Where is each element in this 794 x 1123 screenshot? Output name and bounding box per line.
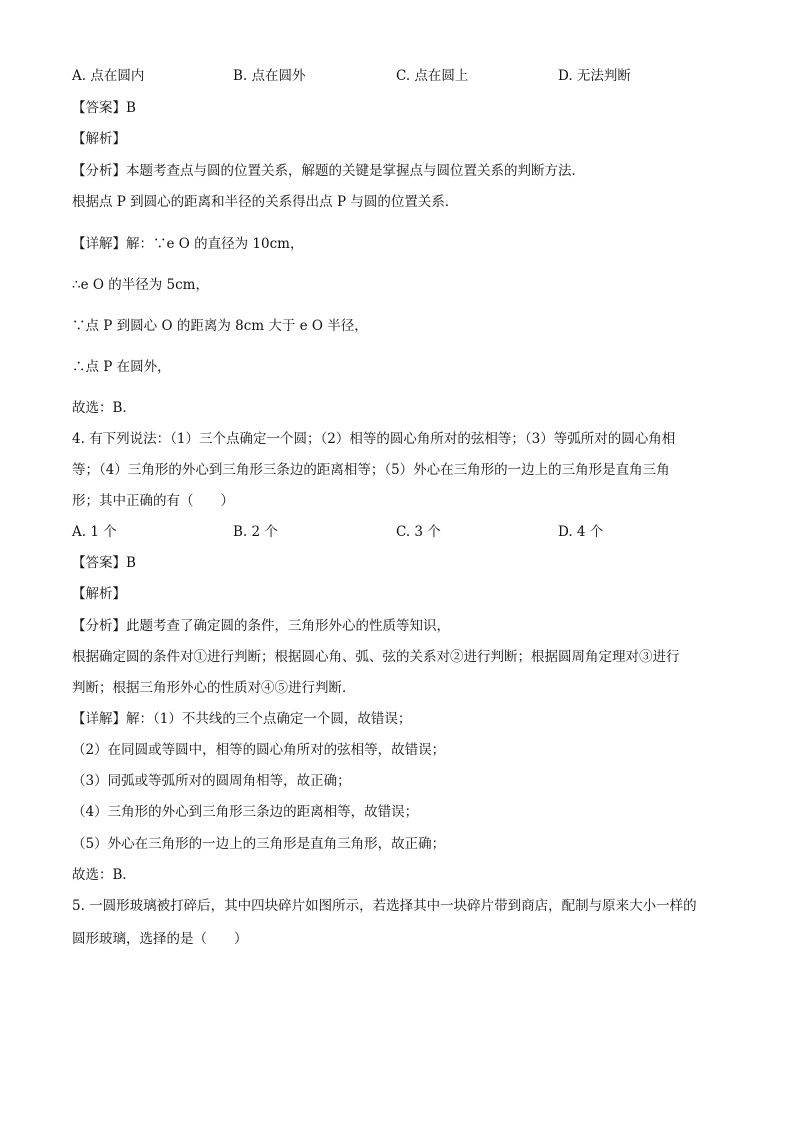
q3-detail-line: ∴e O 的半径为 5cm， [72, 277, 209, 293]
q3-fenxi-2: 根据点 P 到圆心的距离和半径的关系得出点 P 与圆的位置关系． [72, 194, 459, 210]
q4-detail-line: （5）外心在三角形的一边上的三角形是直角三角形，故正确； [72, 836, 446, 852]
q3-answer: 【答案】B [72, 100, 136, 116]
q4-stem-line: 等；（4）三角形的外心到三角形三条边的距离相等；（5）外心在三角形的一边上的三角形是直角三角 [72, 462, 670, 478]
q3-detail-line: ∵点 P 到圆心 O 的距离为 8cm 大于 e O 半径， [72, 318, 368, 334]
q4-fenxi-line: 判断；根据三角形外心的性质对④⑤进行判断． [72, 680, 356, 696]
q3-option-b: B. 点在圆外 [233, 68, 306, 84]
q4-detail-line: 故选：B． [72, 867, 136, 883]
q4-detail-line: 【详解】解：（1）不共线的三个点确定一个圆，故错误； [72, 711, 412, 727]
q3-option-c: C. 点在圆上 [396, 68, 469, 84]
q4-stem-line: 4. 有下列说法：（1）三个点确定一个圆；（2）相等的圆心角所对的弦相等；（3）等弧所对的圆心角相 [72, 431, 676, 447]
q3-option-a: A. 点在圆内 [72, 68, 145, 84]
q3-option-d: D. 无法判断 [558, 68, 631, 84]
q3-analysis-label: 【解析】 [72, 131, 126, 147]
q4-option-d: D. 4 个 [558, 524, 604, 540]
q4-analysis-label: 【解析】 [72, 586, 126, 602]
q3-fenxi: 【分析】本题考查点与圆的位置关系，解题的关键是掌握点与圆位置关系的判断方法． [72, 163, 585, 179]
q4-stem-line: 形；其中正确的有（ ） [72, 493, 234, 509]
q3-detail-line: ∴点 P 在圆外， [72, 359, 171, 375]
q3-detail-line: 故选：B． [72, 400, 136, 416]
q3-detail-line: 【详解】解：∵e O 的直径为 10cm， [72, 236, 304, 252]
q4-option-b: B. 2 个 [233, 524, 278, 540]
q5-stem-line: 圆形玻璃，选择的是（ ） [72, 931, 248, 947]
q4-detail-line: （2）在同圆或等圆中，相等的圆心角所对的弦相等，故错误； [72, 742, 446, 758]
q5-stem-line: 5. 一圆形玻璃被打碎后，其中四块碎片如图所示，若选择其中一块碎片带到商店，配制与原来大小一样的 [72, 898, 697, 914]
q4-detail-line: （3）同弧或等弧所对的圆周角相等，故正确； [72, 773, 351, 789]
q4-answer: 【答案】B [72, 555, 136, 571]
q4-option-c: C. 3 个 [396, 524, 441, 540]
q4-fenxi: 【分析】此题考查了确定圆的条件，三角形外心的性质等知识， [72, 618, 450, 634]
q4-fenxi-line: 根据确定圆的条件对①进行判断；根据圆心角、弧、弦的关系对②进行判断；根据圆周角定理对③进行 [72, 649, 680, 665]
q4-option-a: A. 1 个 [72, 524, 117, 540]
q4-detail-line: （4）三角形的外心到三角形三条边的距离相等，故错误； [72, 804, 419, 820]
